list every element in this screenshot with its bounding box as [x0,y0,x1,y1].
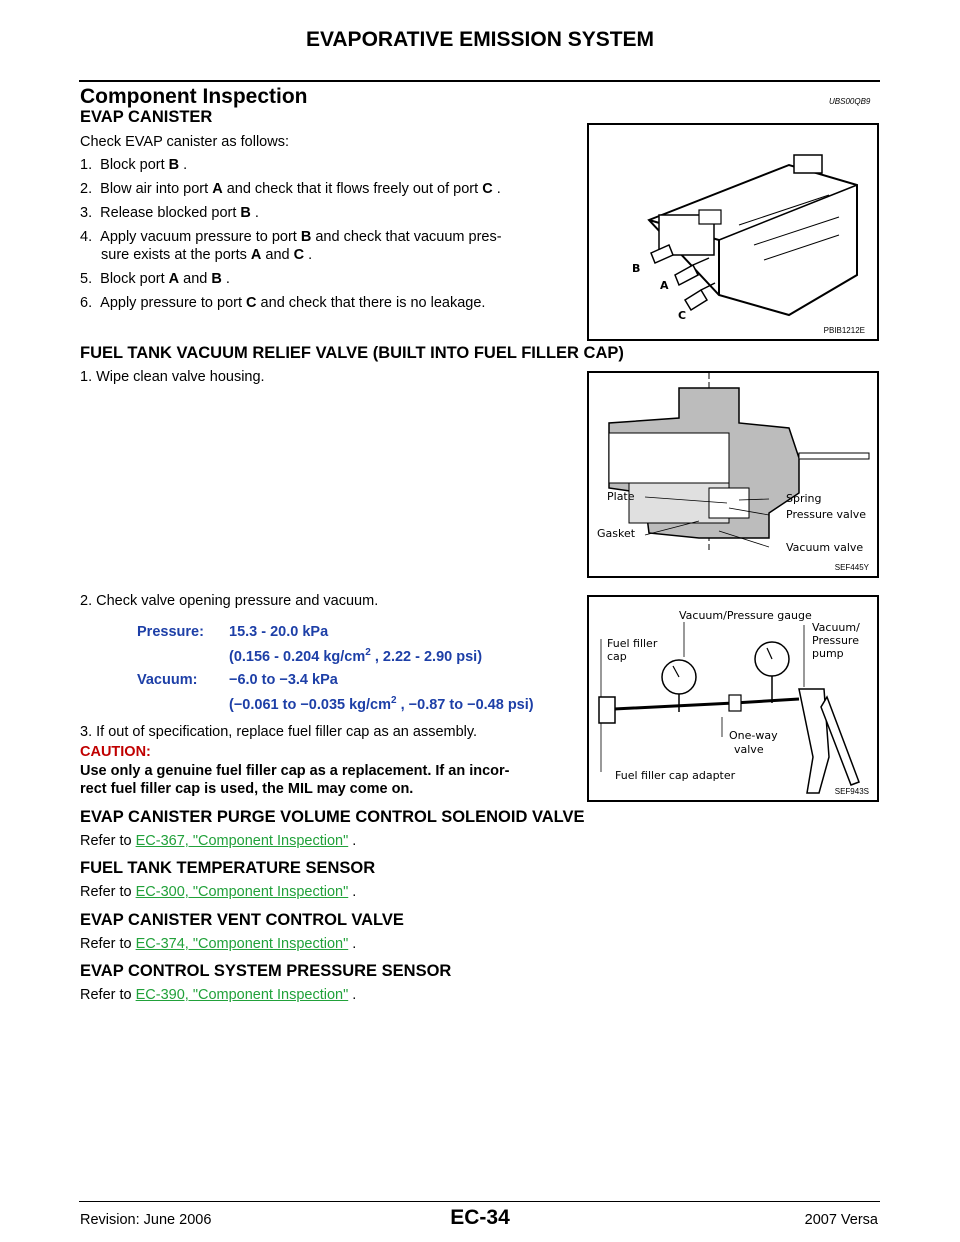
vacuum-spec-label: Vacuum: [137,672,198,688]
link-ec-300[interactable]: EC-300, "Component Inspection" [135,884,349,900]
vacuum-spec-value: −6.0 to −3.4 kPa [229,672,338,688]
link-ec-374[interactable]: EC-374, "Component Inspection" [135,936,349,952]
link-ec-390[interactable]: EC-390, "Component Inspection" [135,987,349,1003]
pressure-test-illustration [589,597,877,800]
fuel-cap-heading: FUEL TANK VACUUM RELIEF VALVE (BUILT INTO FUEL FILLER CAP) [80,344,624,362]
cap-label: cap [607,650,627,663]
one-way-label: One-way [729,729,778,742]
canister-step-2: 2. Blow air into port A and check that it flows freely out of port C . [80,181,501,197]
pressure-valve-label: Pressure valve [786,508,867,521]
pressure-spec-alt: (0.156 - 0.204 $kg/cm^2$ , 2.22 - 2.90 psi) [229,647,483,665]
canister-step-6: 6. Apply pressure to port C and check that there is no leakage. [80,295,486,311]
fuel-filler-label: Fuel filler [607,637,658,650]
evap-canister-intro: Check EVAP canister as follows: [80,134,289,150]
port-a-label: A [660,279,669,292]
spring-label: Spring [786,492,822,505]
evap-canister-figure [587,123,879,341]
gasket-label: Gasket [597,527,636,540]
evap-canister-heading: EVAP CANISTER [80,108,213,126]
figure-code-pbib1212e: PBIB1212E [823,326,865,335]
section-title: Component Inspection [80,85,308,108]
ref-heading-temp-sensor: FUEL TANK TEMPERATURE SENSOR [80,859,376,877]
caution-line-1: Use only a genuine fuel filler cap as a replacement. If an incor- [80,763,510,779]
figure-code-sef943s: SEF943S [834,787,869,796]
header-rule [79,80,880,82]
footer-model: 2007 Versa [804,1212,878,1228]
pressure-label: Pressure [812,634,859,647]
ref-heading-vent-valve: EVAP CANISTER VENT CONTROL VALVE [80,911,404,929]
ref-heading-pressure-sensor: EVAP CONTROL SYSTEM PRESSURE SENSOR [80,962,452,980]
ref-line-pressure-sensor: Refer to EC-390, "Component Inspection" . [80,987,357,1003]
valve-label: valve [734,743,764,756]
ref-line-vent-valve: Refer to EC-374, "Component Inspection" . [80,936,357,952]
caution-title: CAUTION: [80,744,151,760]
plate-label: Plate [607,490,635,503]
pump-label: pump [812,647,844,660]
ref-heading-purge-valve: EVAP CANISTER PURGE VOLUME CONTROL SOLENOID VALVE [80,808,585,826]
footer-rule [79,1201,880,1202]
canister-step-1: 1. Block port B . [80,157,188,173]
port-b-label: B [632,262,641,275]
link-ec-367[interactable]: EC-367, "Component Inspection" [135,833,349,849]
pressure-spec-value: 15.3 - 20.0 kPa [229,624,329,640]
ref-line-purge-valve: Refer to EC-367, "Component Inspection" . [80,833,357,849]
port-c-label: C [678,309,687,322]
vacuum-slash-label: Vacuum/ [812,621,860,634]
fuel-cap-step-2: 2. Check valve opening pressure and vacuum. [80,593,379,609]
footer-revision: Revision: June 2006 [80,1212,212,1228]
ref-line-temp-sensor: Refer to EC-300, "Component Inspection" . [80,884,357,900]
pressure-spec-label: Pressure: [137,624,204,640]
fuel-cap-step-1: 1. Wipe clean valve housing. [80,369,265,385]
footer-page-number: EC-34 [450,1206,510,1229]
adapter-label: Fuel filler cap adapter [615,769,736,782]
vp-gauge-label: Vacuum/Pressure gauge [679,609,812,622]
pressure-test-figure [587,595,879,802]
page-header-title: EVAPORATIVE EMISSION SYSTEM [305,28,655,51]
canister-illustration [589,125,877,339]
figure-code-sef445y: SEF445Y [834,563,869,572]
fuel-cap-step-3: 3. If out of specification, replace fuel filler cap as an assembly. [80,724,478,740]
caution-line-2: rect fuel filler cap is used, the MIL may come on. [80,781,414,797]
canister-step-5: 5. Block port A and B . [80,271,230,287]
canister-step-3: 3. Release blocked port B . [80,205,259,221]
section-code: UBS00QB9 [829,97,871,106]
fuel-cap-illustration [589,373,877,576]
vacuum-valve-label: Vacuum valve [786,541,864,554]
canister-step-4: 4. Apply vacuum pressure to port B and check that vacuum pres- [80,229,502,245]
canister-step-4-cont: sure exists at the ports A and C . [101,247,313,263]
vacuum-spec-alt: (−0.061 to −0.035 $kg/cm^2$ , −0.87 to −0.48 psi) [229,695,534,713]
fuel-cap-section-figure [587,371,879,578]
